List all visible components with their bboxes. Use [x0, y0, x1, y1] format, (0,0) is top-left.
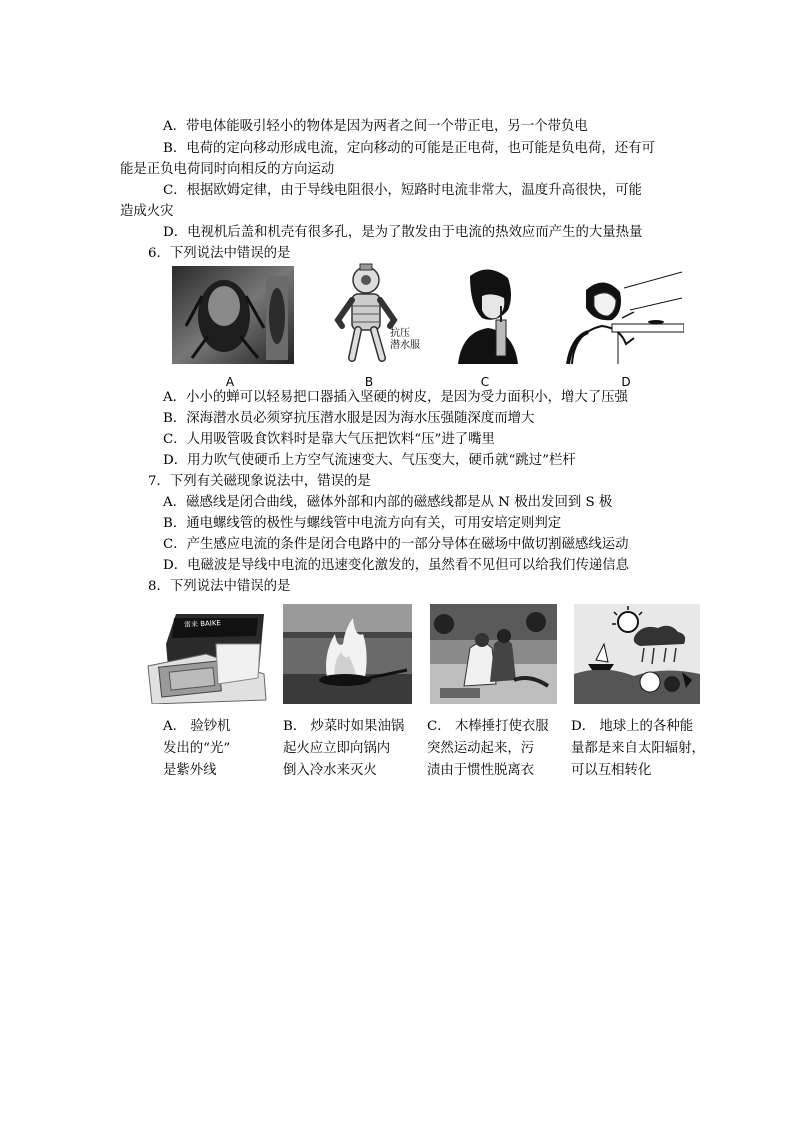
cicada-image	[172, 266, 294, 364]
solar-energy-image	[574, 604, 700, 704]
diver-label	[390, 328, 420, 352]
straw-drinking-image	[452, 266, 522, 364]
wok-fire-image	[283, 604, 412, 704]
diver-label-line1: 抗压	[390, 328, 410, 339]
q7-option-a: A．磁感线是闭合曲线，磁体外部和内部的磁感线都是从 N 极出发回到 S 极	[163, 495, 613, 510]
image-label-b: B	[364, 375, 374, 389]
image-label-d: D	[621, 375, 631, 389]
q5-option-c: C．根据欧姆定律，由于导线电阻很小，短路时电流非常大，温度升高很快，可能	[163, 183, 642, 198]
q5-option-b: B．电荷的定向移动形成电流，定向移动的可能是正电荷，也可能是负电荷，还有可	[163, 141, 655, 156]
image-label-c: C	[480, 375, 490, 389]
q7-option-c: C．产生感应电流的条件是闭合电路中的一部分导体在磁场中做切割磁感线运动	[163, 537, 629, 552]
q7-option-d: D．电磁波是导线中电流的迅速变化激发的，虽然看不见但可以给我们传递信息	[163, 558, 630, 573]
diver-label-line2: 潜水服	[390, 340, 420, 351]
q5-option-a: A．带电体能吸引轻小的物体是因为两者之间一个带正电，另一个带负电	[163, 119, 588, 134]
detector-brand-text: 雷来 BAIKE	[183, 619, 222, 629]
q8-caption-a: A． 验钞机 发出的“光” 是紫外线	[163, 719, 231, 778]
q8-stem: 8．下列说法中错误的是	[148, 579, 291, 594]
q8-caption-d: D． 地球上的各种能 量都是来自太阳辐射， 可以互相转化	[571, 719, 705, 778]
q6-option-b: B．深海潜水员必须穿抗压潜水服是因为海水压强随深度而增大	[163, 411, 535, 426]
q5-option-c-continuation: 造成火灾	[120, 204, 174, 219]
q8-caption-b: B． 炒菜时如果油锅 起火应立即向锅内 倒入冷水来灭火	[283, 719, 405, 778]
coin-blowing-image	[564, 268, 684, 364]
q6-option-d: D．用力吹气使硬币上方空气流速变大、气压变大，硬币就“跳过”栏杆	[163, 453, 576, 468]
money-detector-image	[146, 604, 268, 704]
q5-option-d: D．电视机后盖和机壳有很多孔，是为了散发由于电流的热效应而产生的大量热量	[163, 225, 643, 240]
q6-stem: 6．下列说法中错误的是	[148, 246, 291, 261]
q7-stem: 7．下列有关磁现象说法中，错误的是	[148, 474, 371, 489]
beating-clothes-image	[430, 604, 557, 704]
image-label-a: A	[225, 375, 235, 389]
diver-image	[322, 262, 422, 370]
q8-caption-c: C． 木棒捶打使衣服 突然运动起来，污 渍由于惯性脱离衣	[427, 719, 549, 778]
q6-option-a: A．小小的蝉可以轻易把口器插入坚硬的树皮，是因为受力面积小，增大了压强	[163, 390, 628, 405]
q6-option-c: C．人用吸管吸食饮料时是靠大气压把饮料“压”进了嘴里	[163, 432, 495, 447]
q5-option-b-continuation: 能是正负电荷同时向相反的方向运动	[120, 162, 335, 177]
q7-option-b: B．通电螺线管的极性与螺线管中电流方向有关，可用安培定则判定	[163, 516, 562, 531]
